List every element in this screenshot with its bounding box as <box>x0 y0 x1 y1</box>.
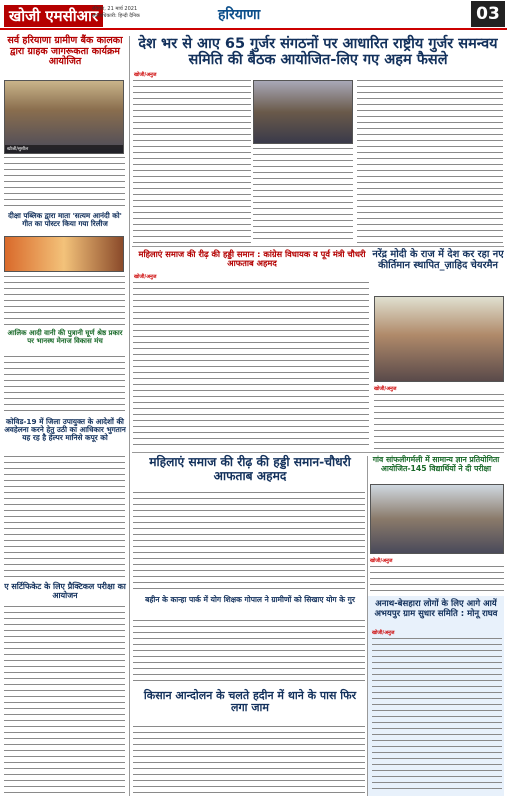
top-banner-photo <box>253 80 353 144</box>
teacher-body <box>133 620 365 686</box>
masthead-meta <box>92 6 140 20</box>
masthead-meta-line2: स्वत्वाधिकारी: हिन्दी दैनिक <box>92 13 140 19</box>
bank-photo <box>4 80 124 154</box>
mid-rule <box>132 452 504 453</box>
right-column-rule <box>367 456 368 796</box>
page-number: 03 <box>471 1 505 27</box>
section-name: हरियाणा <box>218 7 261 23</box>
poster-headline: दीक्षा पब्लिक द्वारा माता 'सत्यम आनंदी को' गीत का पोस्टर किया गया रिलीज <box>8 211 122 229</box>
teacher-headline: बहीन के कान्हा पार्क में योग शिक्षक गोपाल ने ग्रामीणों को सिखाए योग के गुर <box>145 595 355 604</box>
top-banner-rule <box>132 246 504 247</box>
quiz-byline: खोजी/अनुज <box>370 558 393 564</box>
exam-body <box>4 606 125 796</box>
alik-body <box>4 356 125 416</box>
congress-byline: खोजी/अनुज <box>134 274 157 280</box>
farmers-body <box>133 726 365 796</box>
modi-photo <box>374 296 504 382</box>
top-banner-headline: देश भर से आए 65 गुर्जर संगठनों पर आधारित राष्ट्रीय गुर्जर समन्वय समिति की बैठक आयोजित-लिए गए अहम फैसले <box>138 36 498 69</box>
quiz-photo-image <box>371 485 503 553</box>
modi-headline: नरेंद्र मोदी के राज में देश कर रहा नए कीर्तिमान स्थापित_ज़ाहिद चेयरमैन <box>372 249 504 271</box>
covid-headline: कोविड-19 में जिला उपायुक्त के आदेशों की अवहेलना करने हेतु उठी का आधिकार भुगतान यह रह है हेल्पर मानिसे कपूर को <box>4 417 126 443</box>
bank-headline: सर्व हरियाणा ग्रामीण बैंक कालका द्वारा ग्राहक जागरूकता कार्यक्रम आयोजित <box>7 35 123 68</box>
congress-headline: महिलाएं समाज की रीढ़ की हड्डी समान : कांग्रेस विधायक व पूर्व मंत्री चौधरी आफताब अहमद <box>138 249 366 269</box>
orphans-byline: खोजी/अनुज <box>372 630 395 636</box>
masthead-meta-line1: रविवार, 21 मार्च 2021 <box>92 6 138 12</box>
top-banner-byline: खोजी/अनुज <box>134 72 157 78</box>
alik-headline: आलिक आदी वानी की पुत्रानी घूर्ण श्रेष्ठ प्रकार पर भानस्थ मेनाज विकास मंच <box>7 329 123 345</box>
quiz-body <box>370 566 504 594</box>
quiz-headline: गांव सांफलीगर्मली में सामान्य ज्ञान प्रतियोगिता आयोजित-145 विद्यार्थियों ने दी परीक्षा <box>372 455 500 473</box>
bank-photo-image <box>5 81 123 153</box>
poster-photo-image <box>5 237 123 271</box>
top-banner-body-left <box>133 80 251 244</box>
congress-body <box>133 282 369 450</box>
farmers-headline: किसान आन्दोलन के चलते हदीन में थाने के पास फिर लगा जाम <box>143 689 357 715</box>
masthead <box>0 0 507 30</box>
top-banner-body-right <box>357 80 503 244</box>
women-body <box>133 492 365 592</box>
quiz-photo <box>370 484 504 554</box>
covid-body <box>4 456 125 582</box>
poster-body <box>4 276 125 328</box>
modi-byline: खोजी/अनुज <box>374 386 397 392</box>
exam-headline: ए सर्टिफिकेट के लिए प्रैक्टिकल परीक्षा का आयोजन <box>4 582 126 600</box>
newspaper-name: खोजी एमसीआर <box>4 5 103 27</box>
top-banner-photo-image <box>254 81 352 143</box>
left-column-rule <box>129 36 130 796</box>
modi-body <box>374 394 504 450</box>
bank-photo-caption: खोजी/सुशील <box>5 145 123 153</box>
orphans-body <box>372 638 502 794</box>
top-banner-body-mid <box>253 148 353 244</box>
bank-body <box>4 157 125 209</box>
modi-photo-image <box>375 297 503 381</box>
orphans-headline: अनाथ-बेसहारा लोगों के लिए आगे आयें अभयपुर ग्राम सुधार समिति : मोनू राघव <box>374 599 498 619</box>
women-headline: महिलाएं समाज की रीढ़ की हड्डी समान-चौधरी आफताब अहमद <box>149 455 351 483</box>
poster-photo <box>4 236 124 272</box>
